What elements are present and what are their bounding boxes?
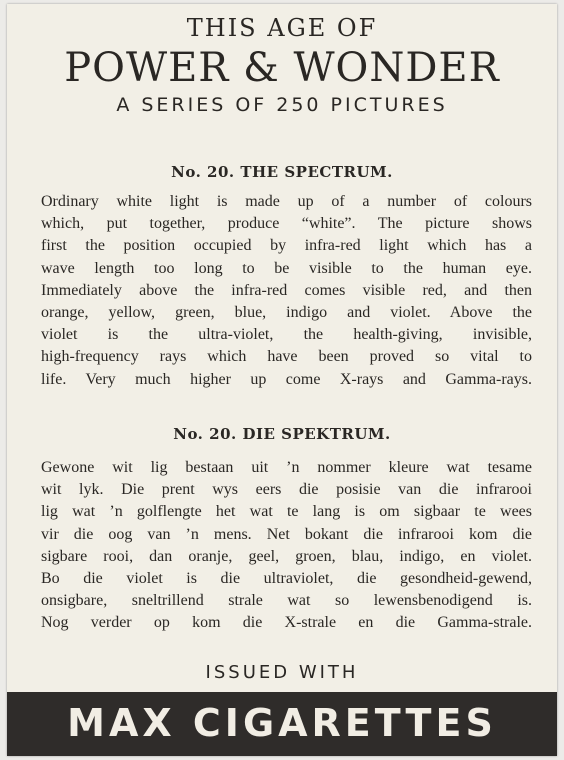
english-heading: No. 20. THE SPECTRUM. [171, 163, 393, 181]
afrikaans-body [41, 457, 532, 635]
afrikaans-line: sigbare rooi, dan oranje, geel, groen, blau, indigo, en violet. [41, 547, 532, 565]
english-line: life. Very much higher up come X-rays and Gamma-rays. [41, 370, 532, 388]
english-body [41, 191, 532, 391]
english-line: wave length too long to be visible to the human eye. [41, 259, 532, 277]
english-line: Ordinary white light is made up of a number of colours [41, 193, 532, 210]
series-subtitle: A SERIES OF 250 PICTURES [116, 94, 448, 116]
brand-name: MAX CIGARETTES [67, 701, 497, 745]
afrikaans-line: Nog verder op kom die X-strale en die Gamma-strale. [41, 614, 532, 632]
english-line: orange, yellow, green, blue, indigo and violet. Above the [41, 304, 532, 322]
series-top-line: THIS AGE OF [186, 14, 378, 42]
english-line: Immediately above the infra-red comes visible red, and then [41, 281, 532, 299]
english-line: high-frequency rays which have been proved so vital to [41, 348, 532, 366]
english-line: which, put together, produce “white”. The picture shows [41, 215, 532, 233]
afrikaans-line: Bo die violet is die ultraviolet, die gesondheid-gewend, [41, 570, 532, 588]
afrikaans-line: wit lyk. Die prent wys eers die posisie van die infrarooi [41, 481, 532, 499]
afrikaans-line: lig wat ’n golflengte het wat te lang is om sigbaar te wees [41, 503, 532, 521]
afrikaans-line: onsigbare, sneltrillend strale wat so lewensbenodigend is. [41, 592, 532, 610]
series-title: POWER & WONDER [64, 45, 500, 91]
english-line: violet is the ultra-violet, the health-giving, invisible, [41, 326, 532, 344]
english-line: first the position occupied by infra-red light which has a [41, 237, 532, 255]
afrikaans-heading: No. 20. DIE SPEKTRUM. [173, 425, 391, 443]
cigarette-card [7, 4, 557, 756]
afrikaans-line: Gewone wit lig bestaan uit ’n nommer kleure wat tesame [41, 459, 532, 476]
brand-bar [7, 692, 557, 756]
issued-with-label: ISSUED WITH [205, 662, 359, 683]
afrikaans-line: vir die oog van ’n mens. Net bokant die infrarooi kom die [41, 525, 532, 543]
